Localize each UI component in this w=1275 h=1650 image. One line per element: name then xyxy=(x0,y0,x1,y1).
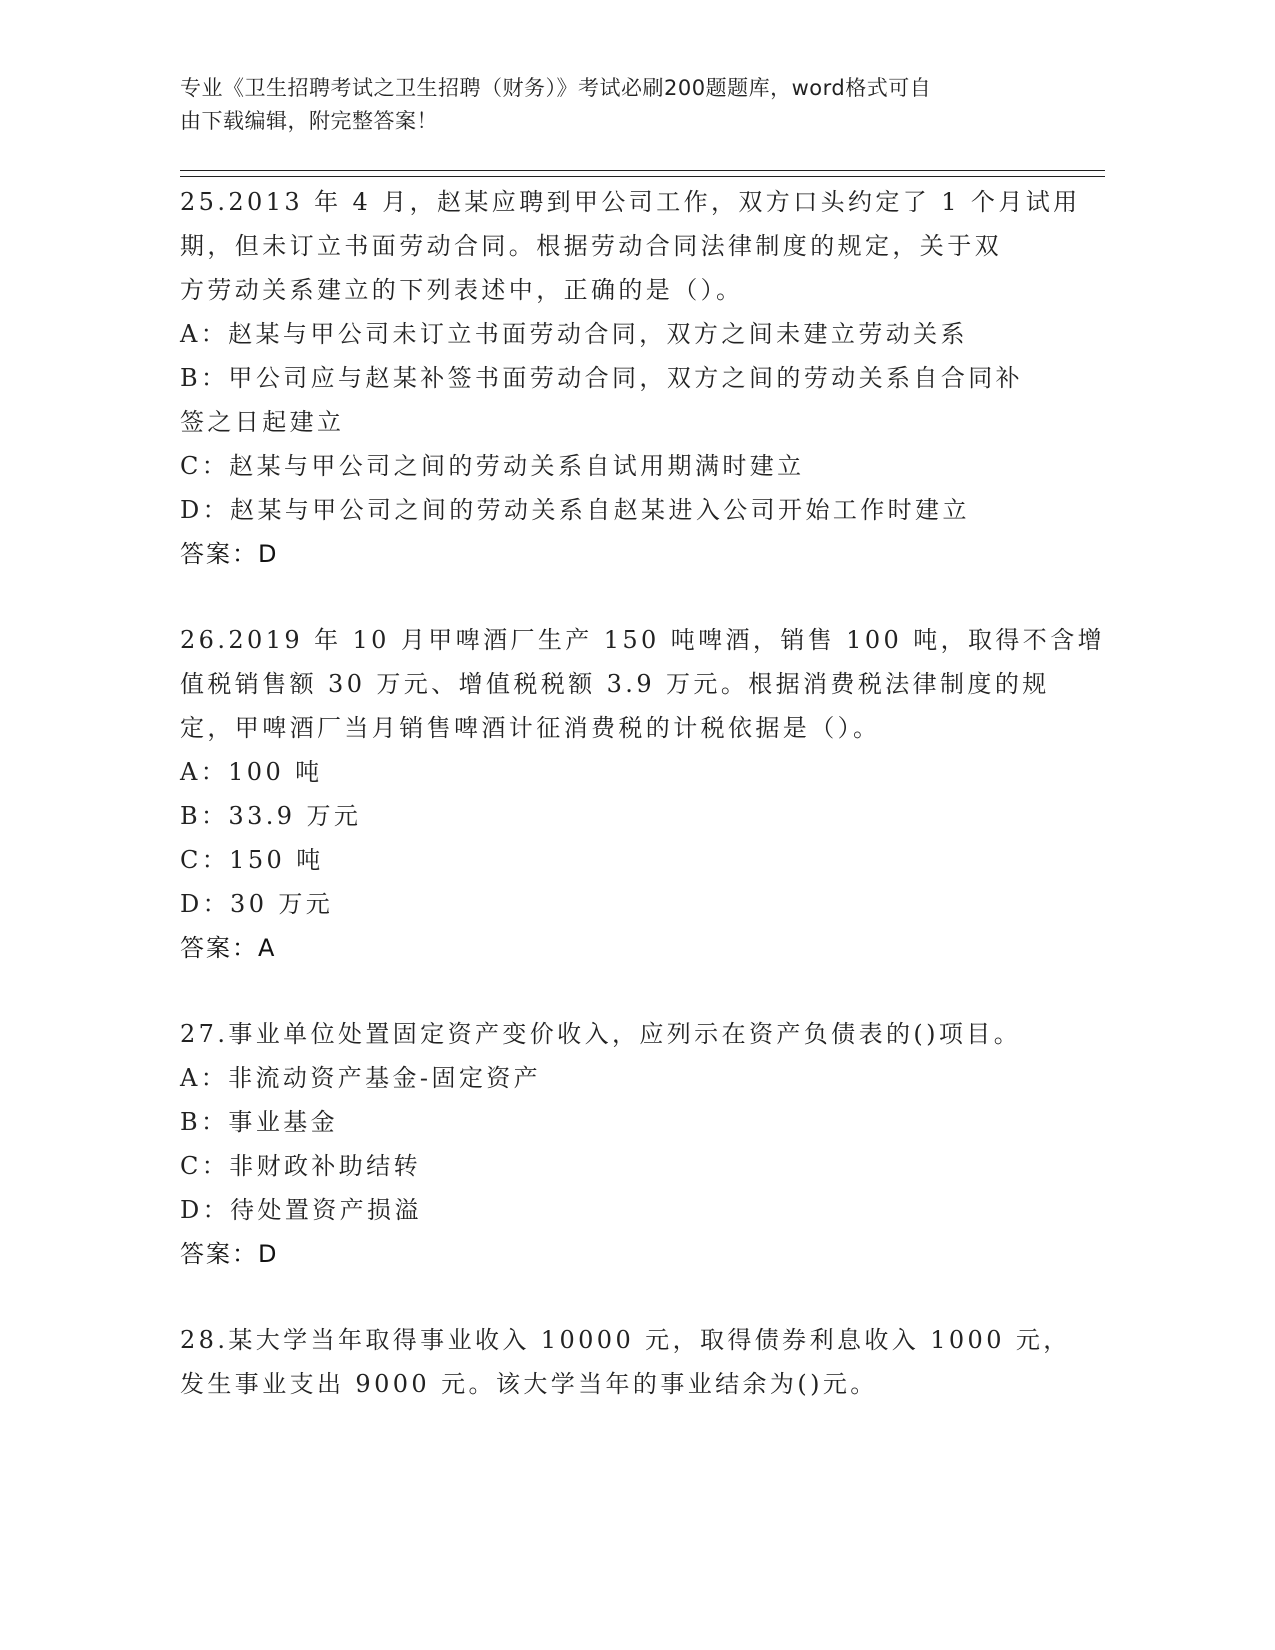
question-25 xyxy=(180,180,1081,576)
question-stem-line: 期，但未订立书面劳动合同。根据劳动合同法律制度的规定，关于双 xyxy=(180,232,1002,260)
question-list xyxy=(180,180,1106,1448)
option-d: D：待处置资产损溢 xyxy=(180,1196,422,1224)
question-stem-line: 值税销售额 30 万元、增值税税额 3.9 万元。根据消费税法律制度的规 xyxy=(180,670,1050,698)
answer-label: 答案：A xyxy=(180,934,277,962)
question-stem-line: 26.2019 年 10 月甲啤酒厂生产 150 吨啤酒，销售 100 吨，取得不含增 xyxy=(180,626,1106,654)
header-divider-top xyxy=(180,170,1105,171)
answer-label: 答案：D xyxy=(180,1240,279,1268)
option-d: D：赵某与甲公司之间的劳动关系自赵某进入公司开始工作时建立 xyxy=(180,496,970,524)
question-28 xyxy=(180,1318,1071,1406)
option-a: A：100 吨 xyxy=(180,758,323,786)
answer-label: 答案：D xyxy=(180,540,279,568)
question-26 xyxy=(180,618,1106,970)
option-b-continued: 签之日起建立 xyxy=(180,408,345,436)
question-stem-line: 方劳动关系建立的下列表述中，正确的是（）。 xyxy=(180,276,744,304)
option-c: C：150 吨 xyxy=(180,846,324,874)
question-27 xyxy=(180,1012,1050,1276)
question-stem-line: 27.事业单位处置固定资产变价收入，应列示在资产负债表的()项目。 xyxy=(180,1020,1022,1048)
header-divider-bottom xyxy=(180,176,1105,177)
option-a: A：赵某与甲公司未订立书面劳动合同，双方之间未建立劳动关系 xyxy=(180,320,968,348)
option-b: B：甲公司应与赵某补签书面劳动合同，双方之间的劳动关系自合同补 xyxy=(180,364,1024,392)
option-d: D：30 万元 xyxy=(180,890,334,918)
header-line-1: 专业《卫生招聘考试之卫生招聘（财务）》考试必刷200题题库，word格式可自 xyxy=(180,76,932,100)
document-header xyxy=(180,72,1050,138)
question-stem-line: 25.2013 年 4 月，赵某应聘到甲公司工作，双方口头约定了 1 个月试用 xyxy=(180,188,1081,216)
option-c: C：赵某与甲公司之间的劳动关系自试用期满时建立 xyxy=(180,452,805,480)
option-b: B：事业基金 xyxy=(180,1108,339,1136)
question-stem-line: 28.某大学当年取得事业收入 10000 元，取得债券利息收入 1000 元， xyxy=(180,1326,1071,1354)
question-stem-line: 发生事业支出 9000 元。该大学当年的事业结余为()元。 xyxy=(180,1370,878,1398)
header-line-2: 由下载编辑，附完整答案！ xyxy=(180,109,438,133)
option-a: A：非流动资产基金-固定资产 xyxy=(180,1064,542,1092)
option-b: B：33.9 万元 xyxy=(180,802,362,830)
option-c: C：非财政补助结转 xyxy=(180,1152,421,1180)
question-stem-line: 定，甲啤酒厂当月销售啤酒计征消费税的计税依据是（）。 xyxy=(180,714,881,742)
